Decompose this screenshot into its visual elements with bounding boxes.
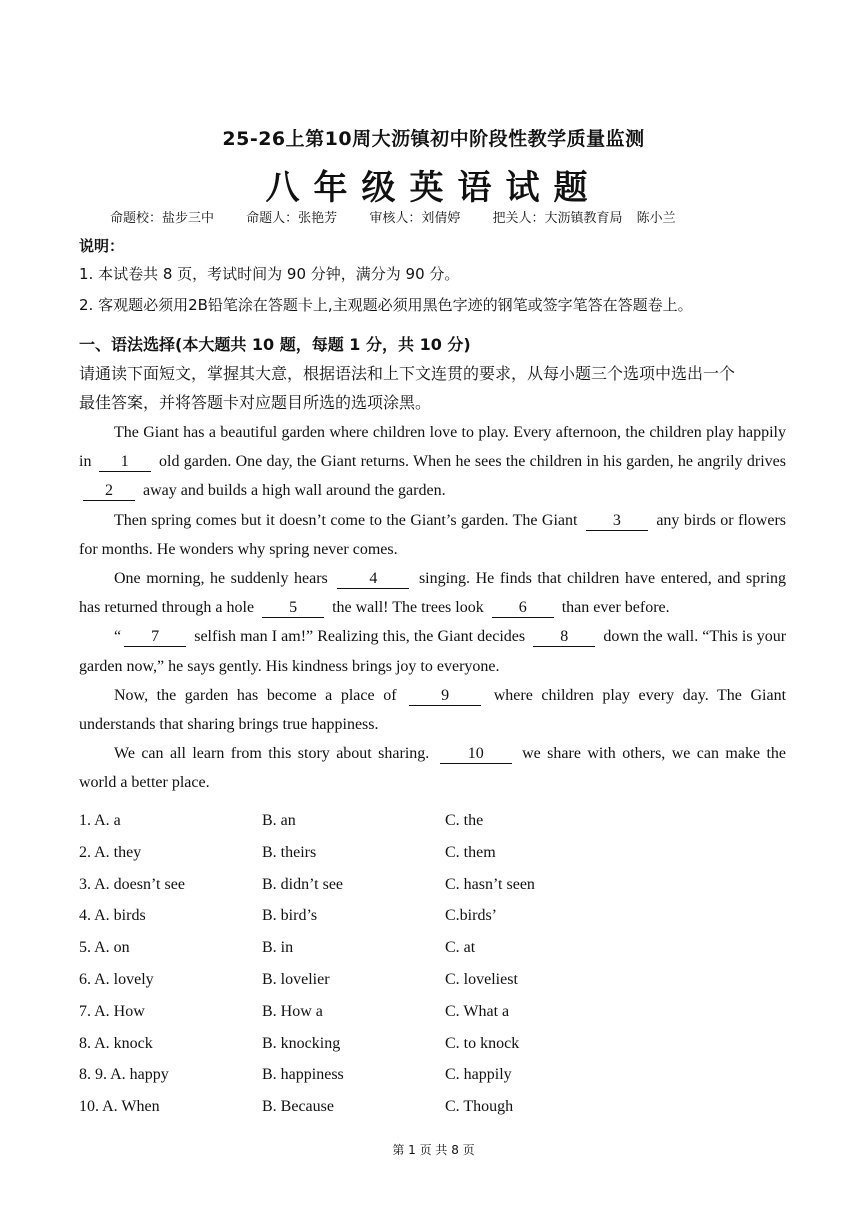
option-a: 4. A. birds [79, 907, 146, 925]
option-c: C. What a [445, 1002, 510, 1020]
section-heading: 一、语法选择(本大题共 10 题，每题 1 分，共 10 分) [79, 335, 471, 354]
option-b: B. Because [262, 1098, 334, 1116]
answer-blank: 3 [586, 512, 648, 531]
option-c: C. Though [445, 1098, 514, 1116]
option-c: C. to knock [445, 1034, 520, 1052]
supervisor: 把关人：大沥镇教育局 [492, 211, 623, 226]
passage-paragraph: We can all learn from this story about sharing. 10 we share with others, we can make the world a better place. [79, 745, 787, 792]
section-instructions: 请通读下面短文，掌握其大意，根据语法和上下文连贯的要求，从每小题三个选项中选出一个 [79, 364, 736, 383]
option-b: B. happiness [262, 1066, 344, 1084]
page-title: 八年级英语试题 [265, 168, 602, 208]
answer-blank: 1 [99, 453, 151, 472]
option-b: B. lovelier [262, 970, 330, 988]
option-b: B. bird’s [262, 907, 318, 925]
answer-blank: 7 [124, 628, 186, 647]
answer-blank: 10 [440, 745, 512, 764]
option-row [79, 903, 699, 935]
option-a: 8. 9. A. happy [79, 1066, 169, 1084]
option-row [79, 999, 699, 1031]
note-item: 2. 客观题必须用2B铅笔涂在答题卡上,主观题必须用黑色字迹的钢笔或签字笔答在答题卷上。 [79, 296, 693, 314]
option-b: B. in [262, 939, 294, 957]
option-c: C.birds’ [445, 907, 497, 925]
option-c: C. the [445, 812, 484, 829]
passage-paragraph: One morning, he suddenly hears 4 singing. He finds that children have entered, and spring has returned through a hole 5 the wall! The trees look 6 than ever before. [79, 570, 787, 617]
option-a: 2. A. they [79, 843, 142, 861]
option-row [79, 840, 699, 872]
answer-blank: 8 [533, 628, 595, 647]
passage-paragraph: Now, the garden has become a place of 9 where children play every day. The Giant understands that sharing brings true happiness. [79, 686, 787, 734]
setting-school: 命题校：盐步三中 [110, 211, 215, 226]
option-row [79, 935, 699, 967]
option-row [79, 1062, 699, 1094]
option-a: 10. A. When [79, 1098, 160, 1116]
note-item: 1. 本试卷共 8 页，考试时间为 90 分钟，满分为 90 分。 [79, 265, 460, 283]
answer-options [79, 808, 699, 1126]
page-number: 第 1 页 共 8 页 [392, 1143, 475, 1157]
supervisor-name: 陈小兰 [636, 211, 676, 226]
answer-blank: 2 [83, 482, 135, 501]
answer-blank: 9 [409, 687, 481, 706]
option-row [79, 967, 699, 999]
option-a: 1. A. a [79, 812, 121, 829]
option-c: C. happily [445, 1066, 512, 1084]
authorship-row [110, 207, 704, 226]
option-row [79, 1094, 699, 1126]
passage-paragraph: Then spring comes but it doesn’t come to the Giant’s garden. The Giant 3 any birds or flowers for months. He wonders why spring never comes. [79, 511, 787, 558]
option-row [79, 808, 699, 840]
section-instructions: 最佳答案，并将答题卡对应题目所选的选项涂黑。 [79, 393, 432, 412]
option-a: 8. A. knock [79, 1034, 153, 1052]
option-b: B. didn’t see [262, 875, 344, 893]
exam-series-title: 25-26上第10周大沥镇初中阶段性教学质量监测 [222, 128, 645, 150]
option-b: B. an [262, 812, 296, 829]
option-c: C. hasn’t seen [445, 875, 535, 893]
option-a: 3. A. doesn’t see [79, 875, 185, 893]
option-b: B. How a [262, 1002, 323, 1020]
reading-passage [79, 418, 786, 798]
option-b: B. theirs [262, 843, 317, 861]
passage-paragraph: “ 7 selfish man I am!” Realizing this, the Giant decides 8 down the wall. “This is your garden now,” he says gently. His kindness brings joy to everyone. [79, 628, 787, 675]
setter: 命题人：张艳芳 [246, 211, 338, 226]
option-c: C. loveliest [445, 970, 518, 988]
option-a: 5. A. on [79, 939, 130, 957]
option-c: C. them [445, 843, 496, 861]
option-a: 6. A. lovely [79, 970, 154, 988]
option-row [79, 1031, 699, 1063]
option-row [79, 872, 699, 904]
reviewer: 审核人：刘倩婷 [369, 211, 461, 226]
answer-blank: 5 [262, 599, 324, 618]
option-c: C. at [445, 939, 476, 957]
notes-label: 说明： [79, 237, 125, 255]
passage-paragraph: The Giant has a beautiful garden where children love to play. Every afternoon, the children play happily in 1 old garden. One day, the Giant returns. When he sees the children in his garden, he angrily drives 2 away and builds a high wall around the garden. [79, 424, 787, 500]
answer-blank: 6 [492, 599, 554, 618]
option-b: B. knocking [262, 1034, 341, 1052]
option-a: 7. A. How [79, 1002, 145, 1020]
answer-blank: 4 [337, 570, 409, 589]
